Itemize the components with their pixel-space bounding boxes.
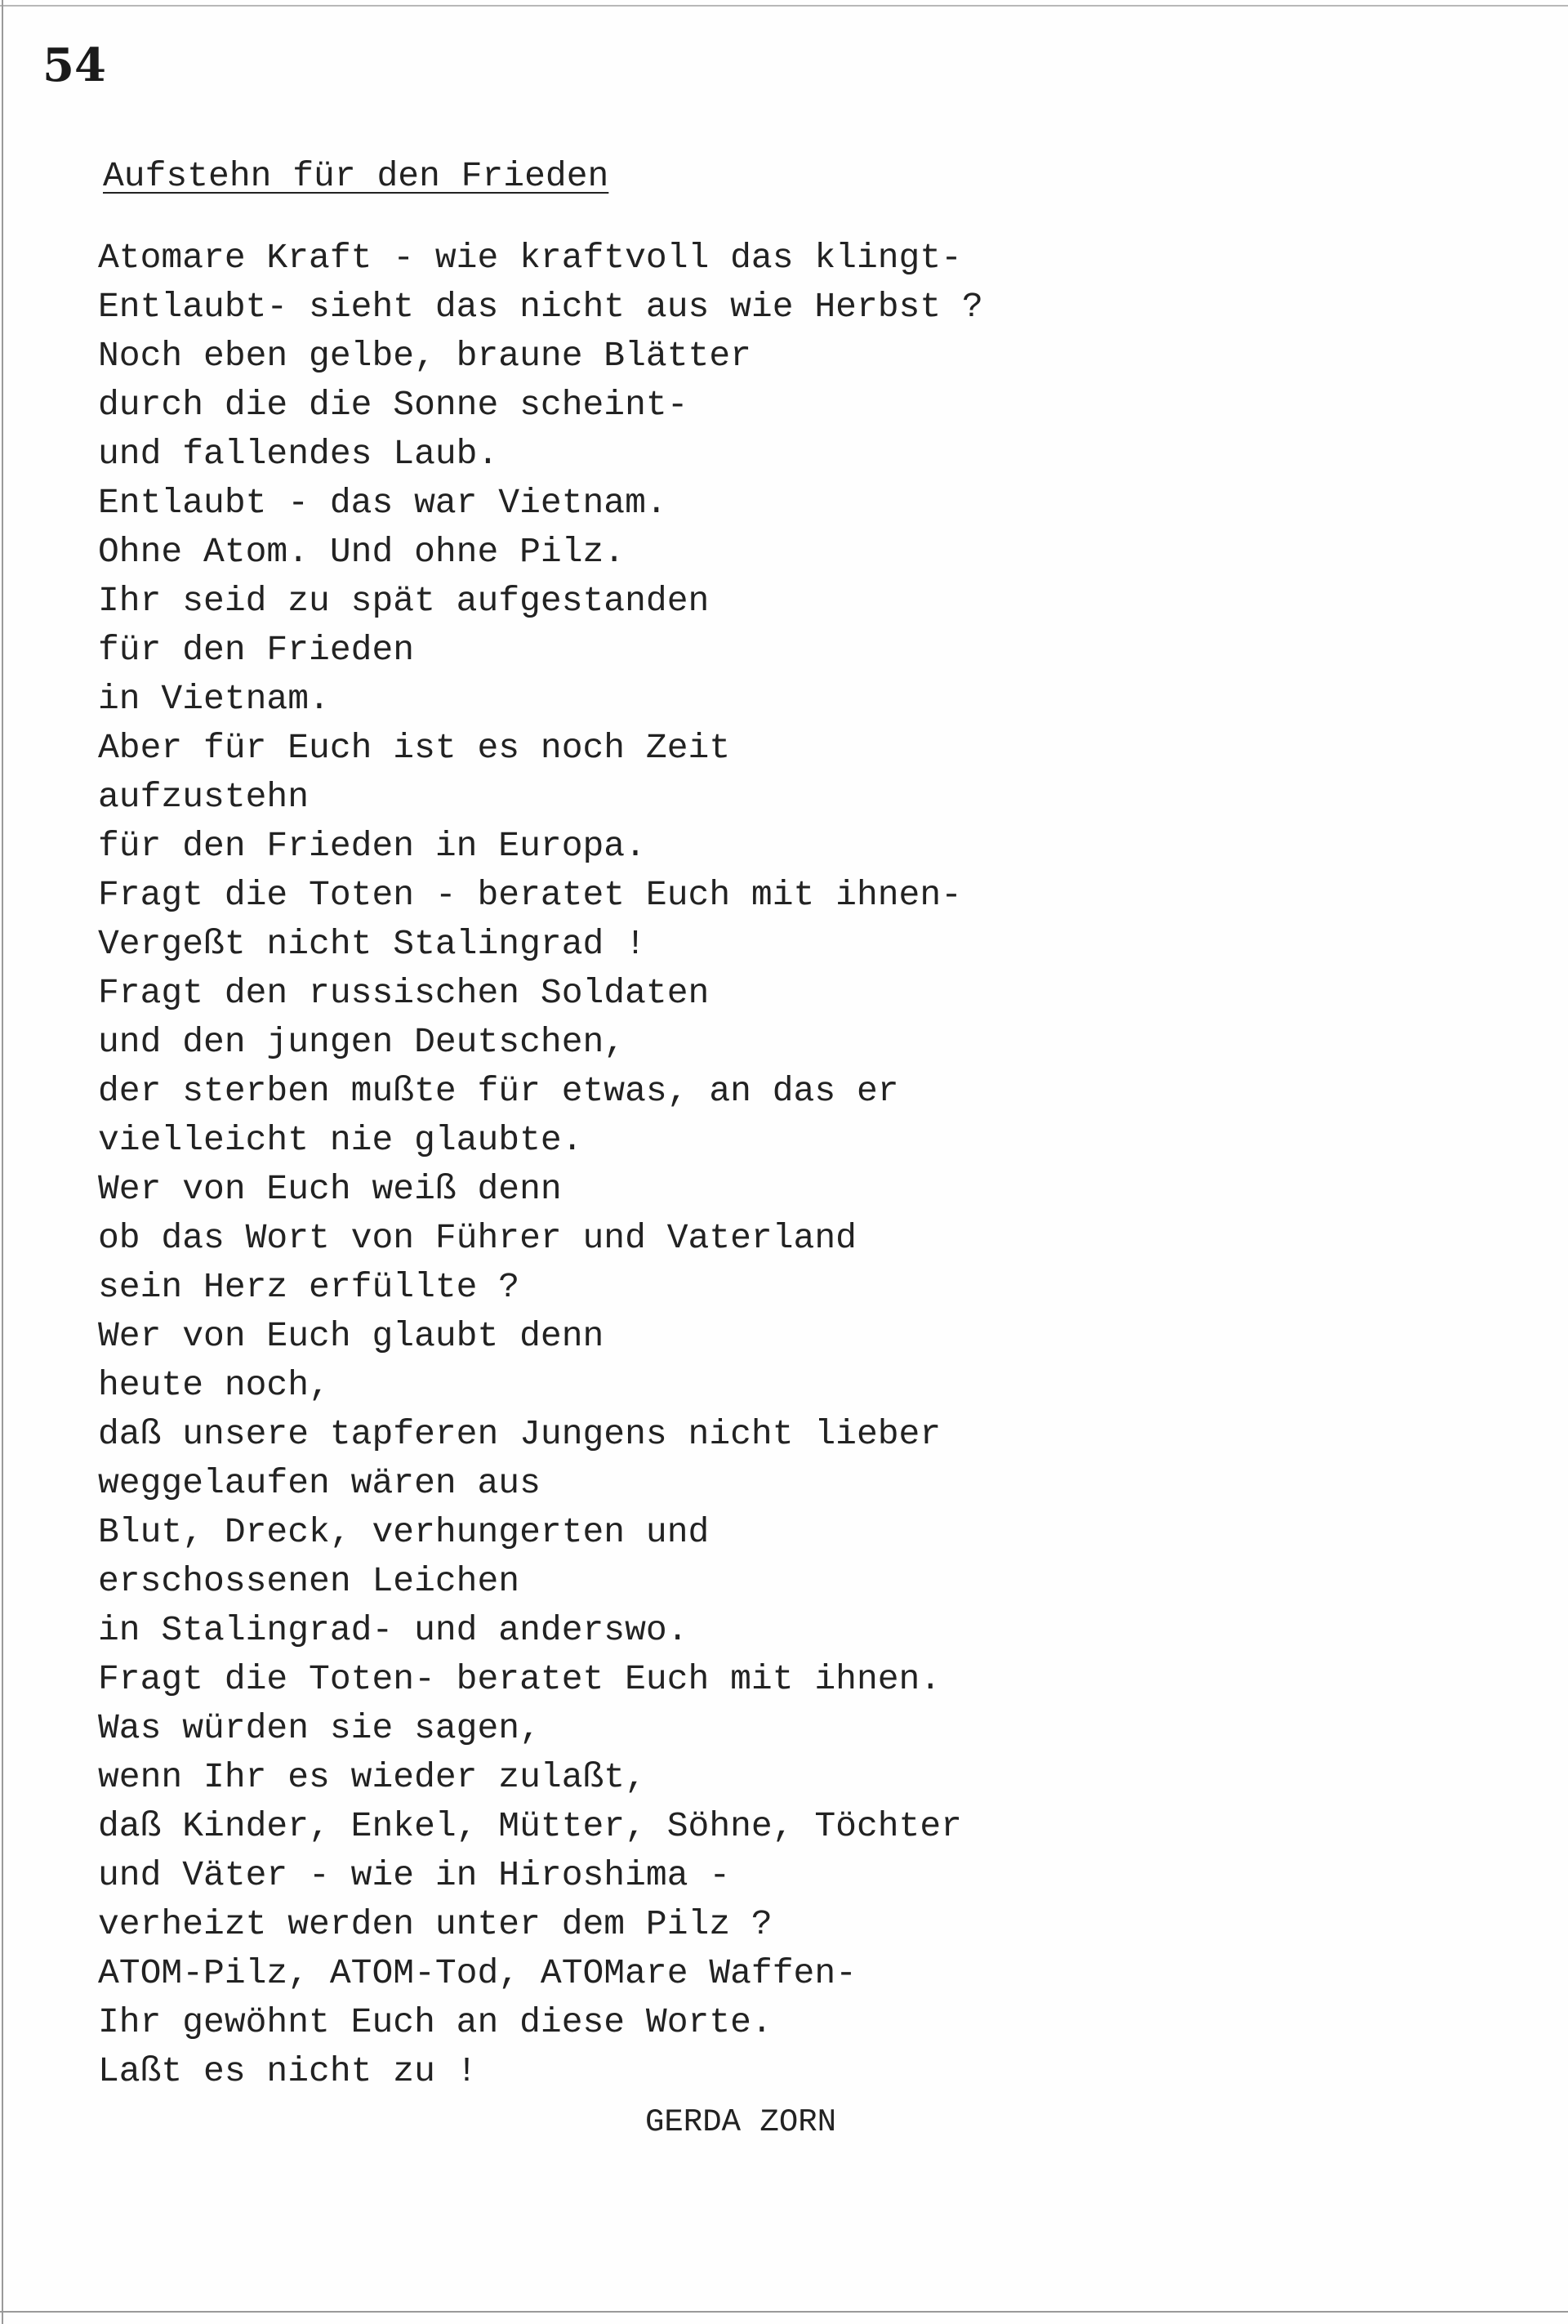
poem-line: für den Frieden in Europa. <box>98 826 646 866</box>
poem-line: ob das Wort von Führer und Vaterland <box>98 1218 857 1258</box>
poem-line: Vergeßt nicht Stalingrad ! <box>98 924 646 964</box>
poem-title: Aufstehn für den Frieden <box>103 156 609 196</box>
poem-line: verheizt werden unter dem Pilz ? <box>98 1904 773 1944</box>
poem-line: Fragt die Toten - beratet Euch mit ihnen- <box>98 875 962 915</box>
poem-line: Entlaubt- sieht das nicht aus wie Herbst ? <box>98 287 983 327</box>
poem-line: Wer von Euch glaubt denn <box>98 1316 604 1356</box>
poem-line: wenn Ihr es wieder zulaßt, <box>98 1757 646 1797</box>
poem-body <box>98 234 983 2096</box>
poem-line: Fragt den russischen Soldaten <box>98 973 710 1013</box>
poem-line: in Vietnam. <box>98 679 330 719</box>
poem-line: und fallendes Laub. <box>98 434 499 474</box>
poem-line: durch die die Sonne scheint- <box>98 385 688 425</box>
bottom-border-line <box>0 2311 1568 2313</box>
poem-line: weggelaufen wären aus <box>98 1463 541 1503</box>
poem-line: Wer von Euch weiß denn <box>98 1169 562 1209</box>
poem-author: GERDA ZORN <box>645 2104 837 2140</box>
poem-line: Ihr seid zu spät aufgestanden <box>98 581 710 621</box>
poem-line: Aber für Euch ist es noch Zeit <box>98 728 731 768</box>
poem-line: Noch eben gelbe, braune Blätter <box>98 336 751 376</box>
poem-line: Ohne Atom. Und ohne Pilz. <box>98 532 626 572</box>
poem-line: für den Frieden <box>98 630 415 670</box>
poem-line: daß unsere tapferen Jungens nicht lieber <box>98 1414 942 1454</box>
poem-line: heute noch, <box>98 1365 330 1405</box>
poem-line: und den jungen Deutschen, <box>98 1022 626 1062</box>
poem-line: aufzustehn <box>98 777 310 817</box>
poem-line: daß Kinder, Enkel, Mütter, Söhne, Töchter <box>98 1806 962 1846</box>
poem-line: Blut, Dreck, verhungerten und <box>98 1512 710 1552</box>
page-number: 54 <box>42 38 106 92</box>
poem-line: in Stalingrad- und anderswo. <box>98 1610 688 1650</box>
left-border-line <box>2 0 3 2324</box>
poem-line: Fragt die Toten- beratet Euch mit ihnen. <box>98 1659 942 1699</box>
poem-line: sein Herz erfüllte ? <box>98 1267 520 1307</box>
poem-line: ATOM-Pilz, ATOM-Tod, ATOMare Waffen- <box>98 1953 857 1993</box>
poem-line: Was würden sie sagen, <box>98 1708 541 1748</box>
poem-line: vielleicht nie glaubte. <box>98 1120 583 1160</box>
poem-line: und Väter - wie in Hiroshima - <box>98 1855 731 1895</box>
poem-line: erschossenen Leichen <box>98 1561 520 1601</box>
poem-line: Laßt es nicht zu ! <box>98 2051 478 2091</box>
poem-line: Ihr gewöhnt Euch an diese Worte. <box>98 2002 773 2042</box>
poem-line: der sterben mußte für etwas, an das er <box>98 1071 899 1111</box>
top-border-line <box>0 5 1568 7</box>
poem-line: Entlaubt - das war Vietnam. <box>98 483 667 523</box>
poem-line: Atomare Kraft - wie kraftvoll das klingt- <box>98 238 962 278</box>
